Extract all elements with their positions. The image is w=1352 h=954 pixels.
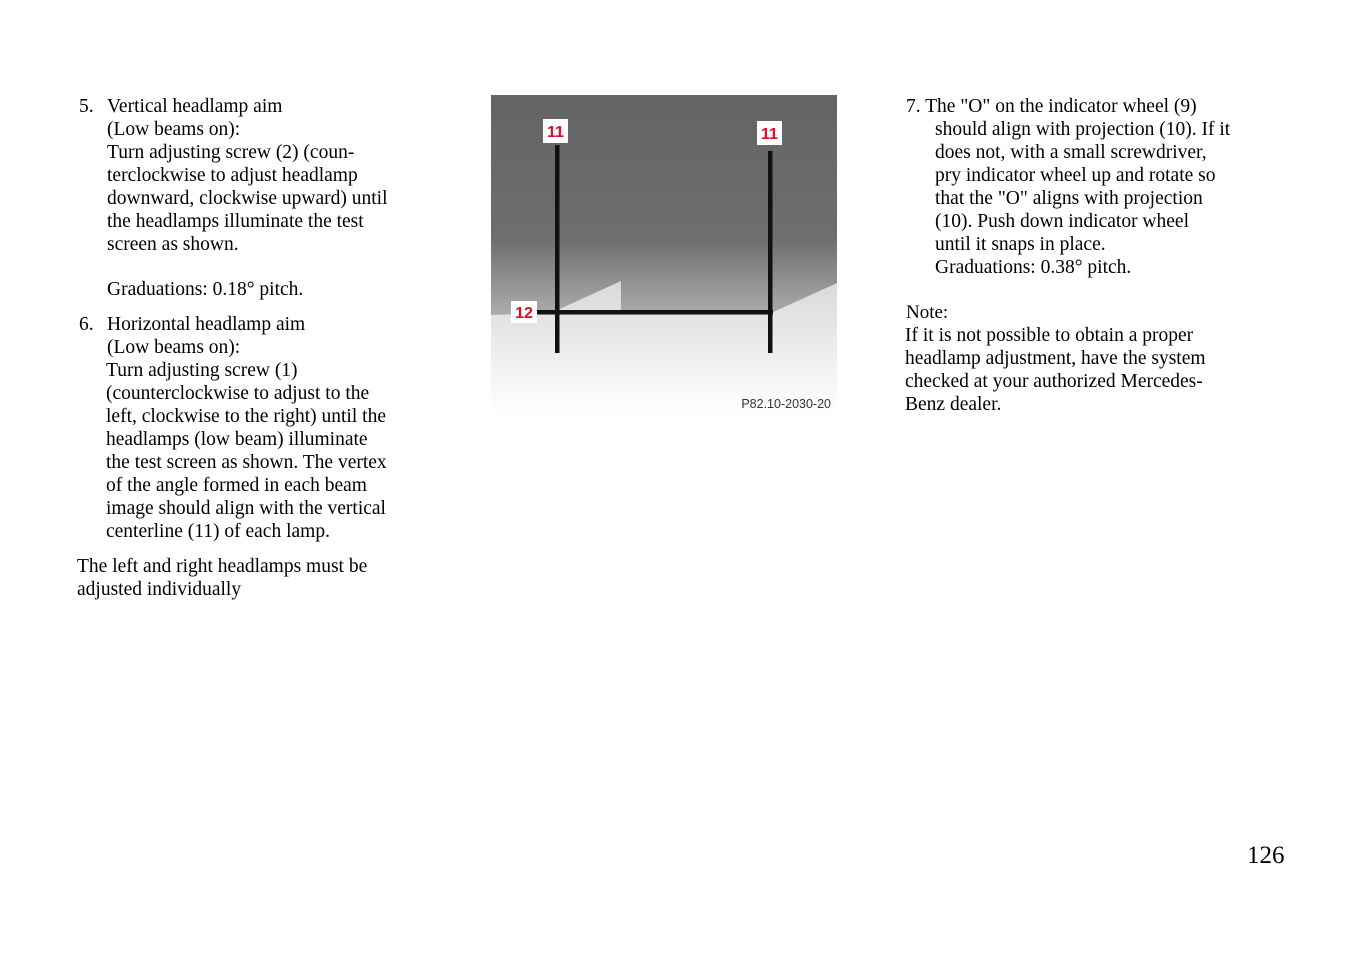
closing-line: The left and right headlamps must be bbox=[77, 556, 368, 577]
step-6-line: (Low beams on): bbox=[107, 337, 241, 358]
step-6-number: 6. bbox=[79, 314, 94, 335]
step-6-line: (counterclockwise to adjust to the bbox=[106, 383, 370, 404]
step-7 bbox=[906, 95, 1306, 279]
step-6-line: of the angle formed in each beam bbox=[106, 475, 367, 496]
step-7-graduations: Graduations: 0.38° pitch. bbox=[935, 257, 1132, 278]
note-line: If it is not possible to obtain a proper bbox=[905, 325, 1194, 346]
note-heading: Note: bbox=[906, 302, 949, 323]
step-6-line: centerline (11) of each lamp. bbox=[106, 521, 330, 542]
horizontal-line bbox=[535, 310, 773, 315]
step-6-line: left, clockwise to the right) until the bbox=[106, 406, 386, 427]
step-7-line: until it snaps in place. bbox=[935, 234, 1106, 255]
label-11-right: 11 bbox=[761, 126, 778, 143]
label-12: 12 bbox=[515, 305, 533, 322]
right-column bbox=[906, 95, 1306, 416]
step-5-line: terclockwise to adjust headlamp bbox=[107, 165, 358, 186]
centerline-left bbox=[555, 145, 560, 353]
step-7-line: pry indicator wheel up and rotate so bbox=[935, 165, 1216, 186]
label-11-left: 11 bbox=[547, 124, 564, 141]
step-7-line: that the "O" aligns with projection bbox=[935, 188, 1203, 209]
step-6-line: Turn adjusting screw (1) bbox=[106, 360, 298, 381]
step-7-first-line: 7. The "O" on the indicator wheel (9) bbox=[906, 96, 1197, 117]
step-7-line: (10). Push down indicator wheel bbox=[935, 211, 1189, 232]
centerline-right bbox=[768, 151, 773, 353]
closing-line: adjusted individually bbox=[77, 579, 242, 600]
step-6-line: headlamps (low beam) illuminate bbox=[106, 429, 368, 450]
step-5-graduations: Graduations: 0.18° pitch. bbox=[107, 279, 304, 300]
step-5-line: Turn adjusting screw (2) (coun- bbox=[107, 142, 355, 163]
closing-paragraph bbox=[77, 555, 457, 601]
left-column bbox=[77, 95, 457, 601]
step-6-line: image should align with the vertical bbox=[106, 498, 386, 519]
step-5-number: 5. bbox=[79, 96, 94, 117]
test-screen-illustration bbox=[491, 95, 837, 415]
step-5 bbox=[77, 95, 457, 301]
note-line: Benz dealer. bbox=[905, 394, 1002, 415]
step-5-line: the headlamps illuminate the test bbox=[107, 211, 364, 232]
step-5-line: screen as shown. bbox=[107, 234, 239, 255]
note-line: checked at your authorized Mercedes- bbox=[905, 371, 1203, 392]
step-6-title: Horizontal headlamp aim bbox=[107, 314, 306, 335]
step-7-line: does not, with a small screwdriver, bbox=[935, 142, 1207, 163]
note-body bbox=[905, 324, 1306, 416]
figure-code: P82.10-2030-20 bbox=[741, 397, 831, 411]
step-6 bbox=[77, 313, 457, 543]
step-7-line: should align with projection (10). If it bbox=[935, 119, 1231, 140]
headlamp-test-screen-figure bbox=[491, 95, 837, 415]
step-6-line: the test screen as shown. The vertex bbox=[106, 452, 387, 473]
step-5-title: Vertical headlamp aim bbox=[107, 96, 283, 117]
step-5-line: (Low beams on): bbox=[107, 119, 241, 140]
page-number: 126 bbox=[1247, 842, 1285, 869]
step-5-line: downward, clockwise upward) until bbox=[107, 188, 388, 209]
note-line: headlamp adjustment, have the system bbox=[905, 348, 1206, 369]
